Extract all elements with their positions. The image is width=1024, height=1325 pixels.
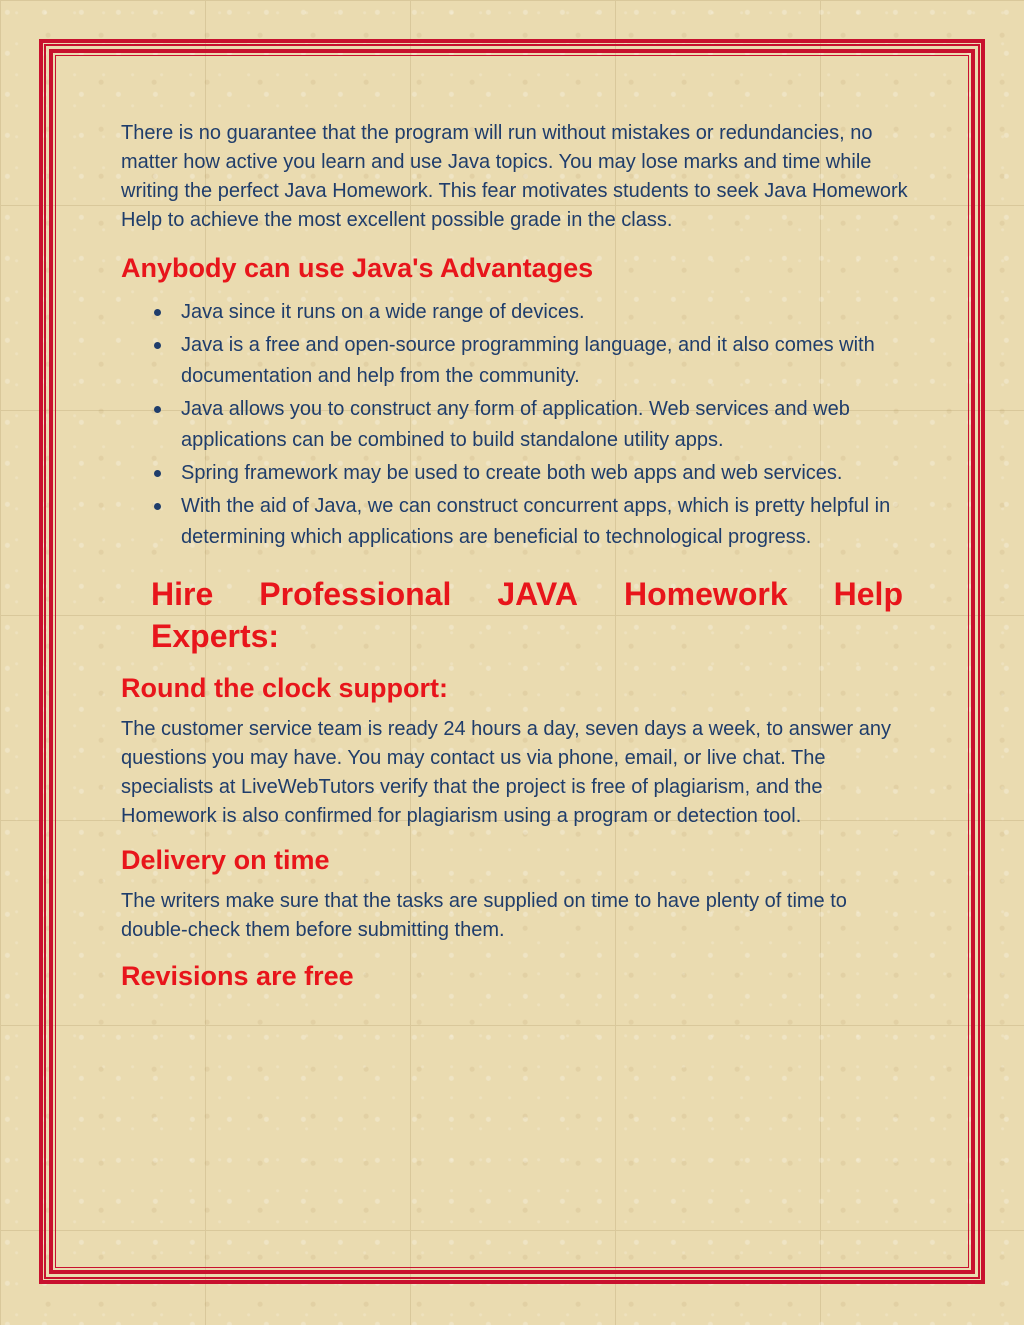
- hire-heading-word: Hire: [151, 576, 214, 612]
- list-item: Spring framework may be used to create both web apps and web services.: [181, 458, 911, 489]
- delivery-paragraph: The writers make sure that the tasks are supplied on time to have plenty of time to double-check them before submitting them.: [121, 890, 847, 941]
- list-item: Java allows you to construct any form of application. Web services and web applications can be combined to build standalone utility apps.: [181, 394, 911, 456]
- bullet-icon: [154, 503, 161, 510]
- support-heading: Round the clock support:: [121, 673, 448, 703]
- support-paragraph: The customer service team is ready 24 hours a day, seven days a week, to answer any questions you may have. You may contact us via phone, email, or live chat. The specialists at LiveWebTutors verify that the project is free of plagiarism, and the Homework is also confirmed for plagiarism using a program or detection tool.: [121, 718, 891, 827]
- bullet-icon: [154, 470, 161, 477]
- hire-heading-word: Homework: [624, 576, 788, 612]
- advantages-list: [121, 297, 911, 553]
- bullet-icon: [154, 309, 161, 316]
- hire-heading: [121, 573, 903, 657]
- hire-heading-word: JAVA: [497, 576, 578, 612]
- bullet-icon: [154, 406, 161, 413]
- document-content: [121, 119, 911, 993]
- list-item: With the aid of Java, we can construct concurrent apps, which is pretty helpful in determining which applications are beneficial to technological progress.: [181, 491, 911, 553]
- delivery-heading: Delivery on time: [121, 845, 330, 875]
- list-item: Java since it runs on a wide range of devices.: [181, 297, 911, 328]
- list-item: Java is a free and open-source programming language, and it also comes with documentation and help from the community.: [181, 330, 911, 392]
- revisions-heading: Revisions are free: [121, 961, 354, 991]
- bullet-icon: [154, 342, 161, 349]
- advantages-heading: Anybody can use Java's Advantages: [121, 253, 594, 283]
- intro-paragraph: There is no guarantee that the program will run without mistakes or redundancies, no matter how active you learn and use Java topics. You may lose marks and time while writing the perfect Java Homework. This fear motivates students to seek Java Homework Help to achieve the most excellent possible grade in the class.: [121, 122, 908, 231]
- hire-heading-last-line: Experts:: [151, 618, 280, 654]
- hire-heading-word: Help: [833, 576, 903, 612]
- hire-heading-word: Professional: [259, 576, 452, 612]
